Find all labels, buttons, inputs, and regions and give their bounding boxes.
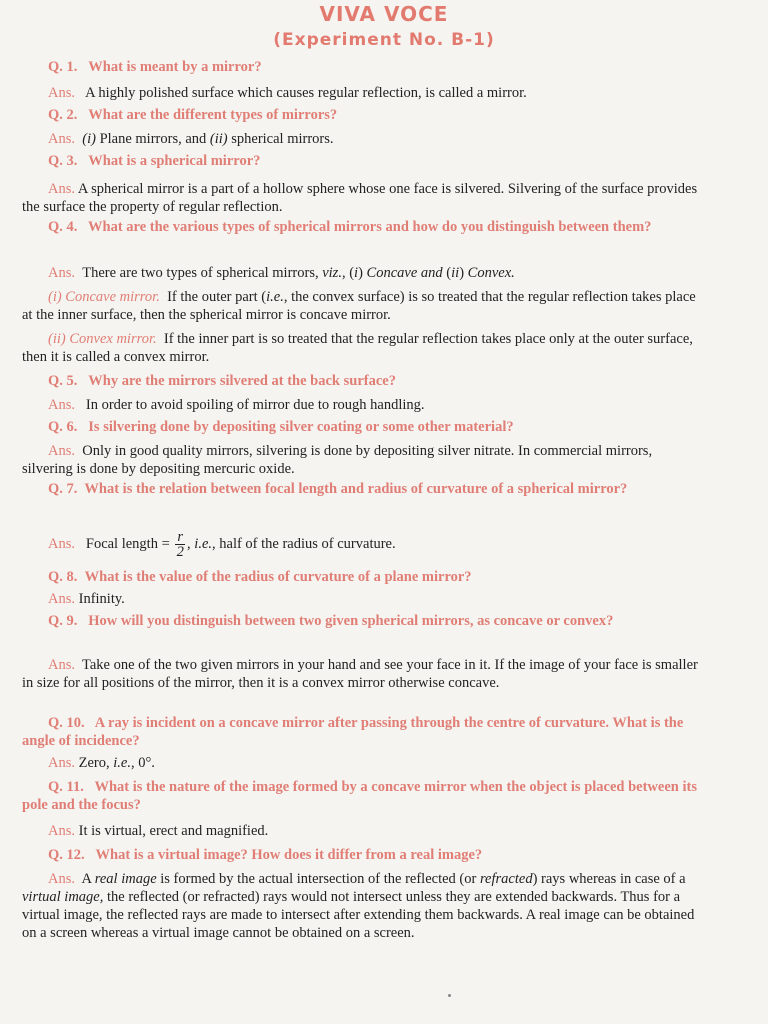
- question-12: Q. 12. What is a virtual image? How does it differ from a real image?: [48, 847, 483, 863]
- answer-4-convex: (ii) Convex mirror. If the inner part is so treated that the regular reflection takes place only at the outer surface, then it is called a convex mirror.: [22, 331, 693, 365]
- question-5: Q. 5. Why are the mirrors silvered at the back surface?: [48, 373, 396, 389]
- answer-12: Ans. A real image is formed by the actual intersection of the reflected (or refracted) rays whereas in case of a virtual image, the reflected (or refracted) rays would not intersect unless they are extended backwards. Thus for a virtual image, the reflected rays are made to intersect after extending them backwards. A real image can be obtained on a screen whereas a virtual image cannot be obtained on a screen.: [22, 871, 695, 941]
- page-title: VIVA VOCE: [319, 2, 449, 26]
- answer-8: Ans. Infinity.: [48, 591, 125, 607]
- answer-4: Ans. There are two types of spherical mirrors, viz., (i) Concave and (ii) Convex.: [48, 265, 515, 281]
- question-6: Q. 6. Is silvering done by depositing silver coating or some other material?: [48, 419, 514, 435]
- question-9: Q. 9. How will you distinguish between two given spherical mirrors, as concave or convex?: [48, 613, 614, 629]
- answer-11: Ans. It is virtual, erect and magnified.: [48, 823, 269, 839]
- answer-10: Ans. Zero, i.e., 0°.: [48, 755, 155, 771]
- question-11: Q. 11. What is the nature of the image formed by a concave mirror when the object is placed between its pole and the focus?: [22, 779, 697, 813]
- answer-1: Ans. A highly polished surface which causes regular reflection, is called a mirror.: [48, 85, 527, 101]
- answer-4-concave: (i) Concave mirror. If the outer part (i.e., the convex surface) is so treated that the regular reflection takes place at the inner surface, then the spherical mirror is concave mirror.: [22, 289, 696, 323]
- question-4: Q. 4. What are the various types of spherical mirrors and how do you distinguish between them?: [48, 219, 652, 235]
- answer-9: Ans. Take one of the two given mirrors in your hand and see your face in it. If the image of your face is smaller in size for all positions of the mirror, then it is a convex mirror otherwise concave.: [22, 657, 698, 691]
- question-10: Q. 10. A ray is incident on a concave mirror after passing through the centre of curvature. What is the angle of incidence?: [22, 715, 684, 749]
- answer-7: Ans. Focal length = $\frac{r}{2}$ , i.e., half of the radius of curvature.: [48, 529, 396, 560]
- answer-6: Ans. Only in good quality mirrors, silvering is done by depositing silver nitrate. In commercial mirrors, silvering is done by depositing mercuric oxide.: [22, 443, 653, 477]
- question-7: Q. 7. What is the relation between focal length and radius of curvature of a spherical mirror?: [48, 481, 628, 497]
- answer-5: Ans. In order to avoid spoiling of mirror due to rough handling.: [48, 397, 425, 413]
- fraction-r-over-2: $\frac{r}{2}$: [176, 529, 184, 560]
- answer-3: Ans. A spherical mirror is a part of a hollow sphere whose one face is silvered. Silvering of the surface provides the surface the property of regular reflection.: [22, 181, 698, 215]
- question-3: Q. 3. What is a spherical mirror?: [48, 153, 261, 169]
- page-subtitle: (Experiment No. B-1): [273, 30, 495, 50]
- scan-speck: [448, 994, 451, 997]
- answer-2: Ans. (i) Plane mirrors, and (ii) spherical mirrors.: [48, 131, 334, 147]
- question-8: Q. 8. What is the value of the radius of curvature of a plane mirror?: [48, 569, 472, 585]
- question-1: Q. 1. What is meant by a mirror?: [48, 59, 262, 75]
- question-2: Q. 2. What are the different types of mirrors?: [48, 107, 338, 123]
